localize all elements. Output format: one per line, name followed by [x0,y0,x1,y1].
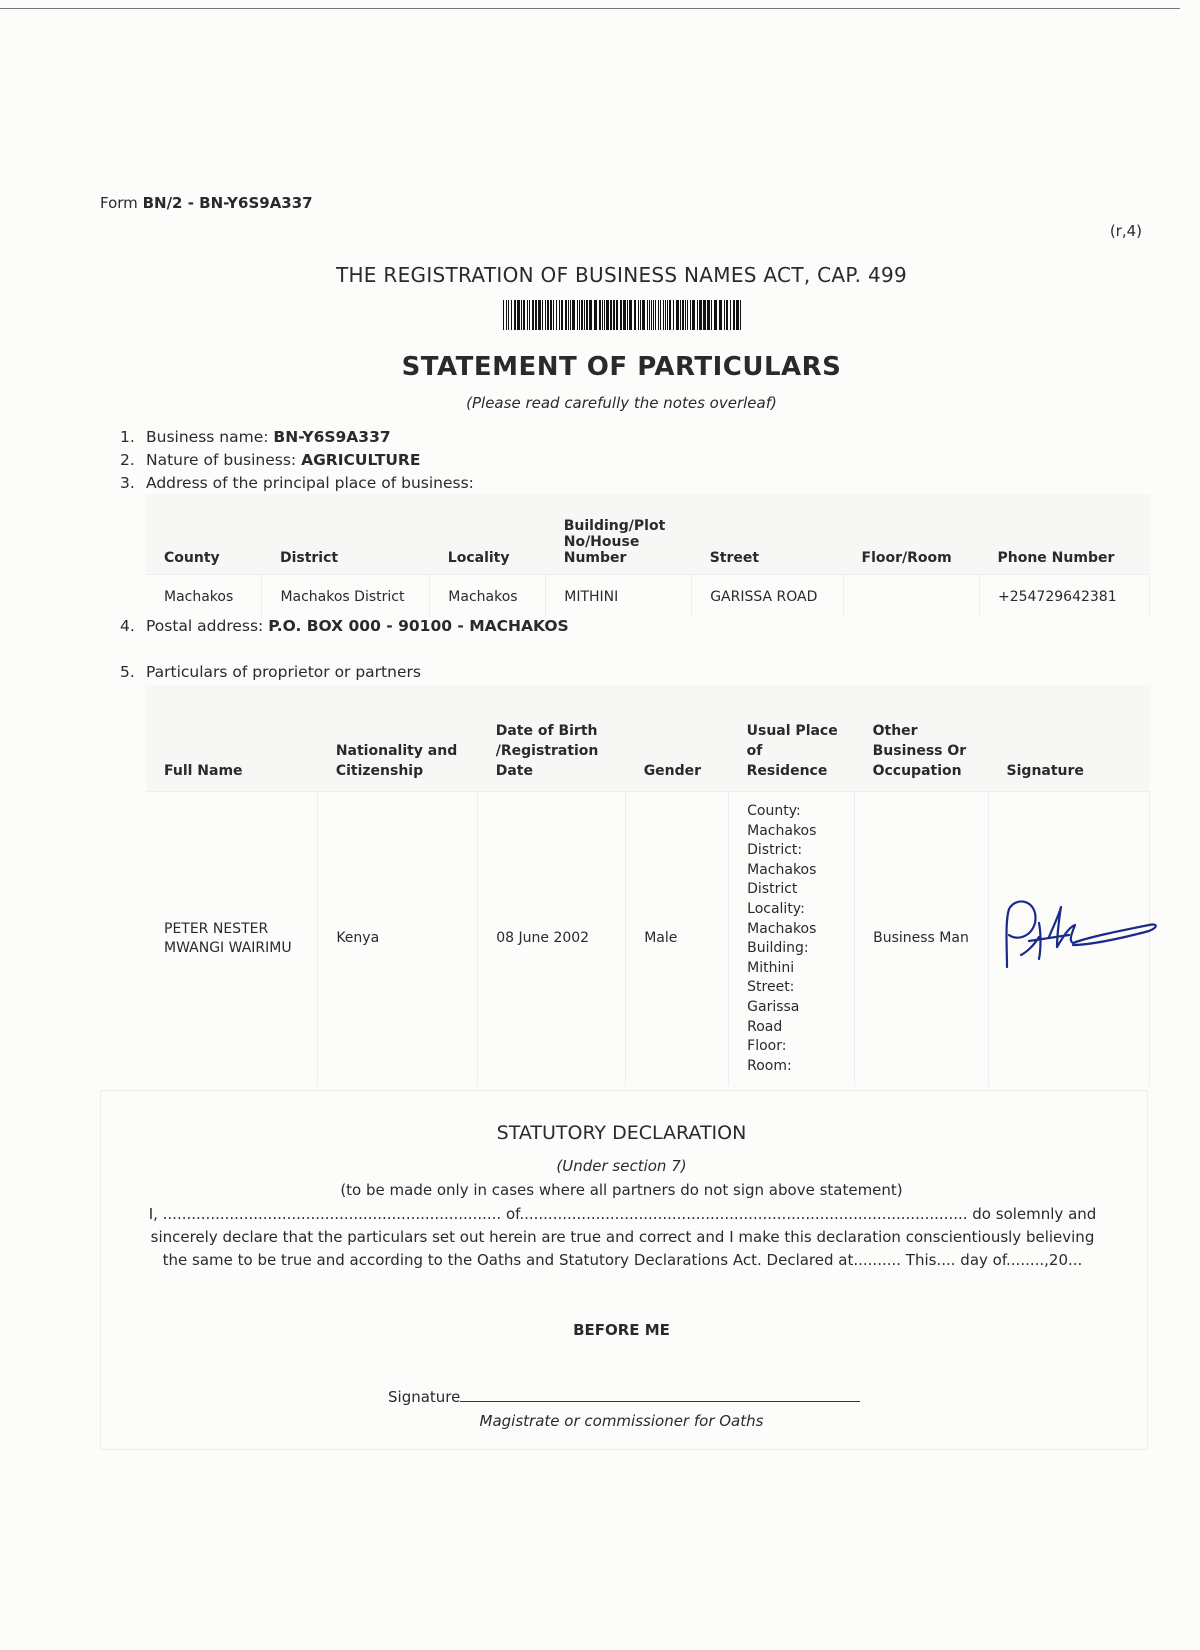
barcode-bar [565,300,567,330]
form-id: Form BN/2 - BN-Y6S9A337 [100,194,313,212]
barcode-bar [606,300,609,330]
barcode-bar [561,300,563,330]
cell-county: Machakos [146,575,262,618]
address-table [146,494,1150,617]
barcode-bar [663,300,664,330]
barcode-bar [667,300,668,330]
nature-value: AGRICULTURE [301,451,421,469]
business-name-value: BN-Y6S9A337 [273,428,391,446]
barcode-bar [707,300,710,330]
barcode-bar [550,300,552,330]
col-building: Building/Plot No/House Number [546,494,692,575]
cell-nationality: Kenya [318,792,478,1087]
barcode-bar [556,300,557,330]
barcode-bar [545,300,546,330]
signature-label: Signature [388,1388,461,1406]
declaration-line-1: I, ....................................................................... of.............................................................................................. do solemnly and [148,1205,1097,1223]
cell-locality: Machakos [430,575,546,618]
barcode-bar [699,300,702,330]
barcode-bar [589,300,592,330]
declaration-body [140,1203,1105,1272]
col-residence: Usual Place of Residence [729,685,855,792]
barcode [503,300,743,330]
barcode-bar [521,300,522,330]
col-floor: Floor/Room [844,494,980,575]
barcode-bar [610,300,612,330]
signature-blank [460,1387,860,1402]
item-particulars: 5. Particulars of proprietor or partners [120,663,421,681]
barcode-bar [660,300,661,330]
barcode-bar [511,300,512,330]
barcode-bar [581,300,583,330]
barcode-bar [594,300,597,330]
barcode-bar [690,300,691,330]
col-county: County [146,494,262,575]
before-me-label: BEFORE ME [573,1321,670,1339]
barcode-bar [647,300,648,330]
barcode-bar [719,300,722,330]
col-occupation: Other Business Or Occupation [855,685,989,792]
barcode-bar [658,300,659,330]
postal-value: P.O. BOX 000 - 90100 - MACHAKOS [268,617,569,635]
barcode-bar [711,300,712,330]
barcode-bar [542,300,543,330]
page-title: STATEMENT OF PARTICULARS [401,352,842,382]
barcode-bar [740,300,741,330]
barcode-bar [506,300,507,330]
scan-top-edge [0,8,1180,9]
barcode-bar [651,300,652,330]
handwritten-signature [999,897,1164,987]
col-street: Street [692,494,844,575]
table-row [146,792,1150,1087]
barcode-bar [602,300,603,330]
col-full-name: Full Name [146,685,318,792]
barcode-bar [514,300,516,330]
barcode-bar [523,300,525,330]
declaration-subtitle: (Under section 7) [556,1157,687,1175]
cell-floor [844,575,980,618]
partners-table [146,685,1150,1086]
item-postal: 4. Postal address: P.O. BOX 000 - 90100 - MACHAKOS [120,617,569,635]
barcode-bar [604,300,605,330]
barcode-bar [697,300,698,330]
barcode-bar [584,300,585,330]
col-dob: Date of Birth /Registration Date [478,685,626,792]
barcode-bar [559,300,560,330]
form-code: BN/2 - BN-Y6S9A337 [142,194,313,212]
cell-street: GARISSA ROAD [692,575,844,618]
notes-hint: (Please read carefully the notes overleaf) [466,394,777,412]
col-district: District [262,494,430,575]
cell-building: MITHINI [546,575,692,618]
barcode-bar [517,300,520,330]
cell-full-name: PETER NESTER MWANGI WAIRIMU [146,792,318,1087]
barcode-bar [733,300,735,330]
table-row [146,575,1150,618]
barcode-bar [685,300,686,330]
cell-residence: County: Machakos District: Machakos District Locality: Machakos Building: Mithini Street: Garissa Road Floor: Room: [729,792,855,1087]
barcode-bar [655,300,656,330]
declaration-condition: (to be made only in cases where all partners do not sign above statement) [340,1181,903,1199]
item-business-name: 1. Business name: BN-Y6S9A337 [120,428,391,446]
barcode-bar [682,300,684,330]
item-address: 3. Address of the principal place of business: [120,474,474,492]
barcode-bar [568,300,569,330]
table-header-row [146,494,1150,575]
act-title: THE REGISTRATION OF BUSINESS NAMES ACT, CAP. 499 [335,263,908,287]
barcode-bar [613,300,615,330]
barcode-bar [642,300,645,330]
barcode-bar [616,300,618,330]
cell-phone: +254729642381 [979,575,1149,618]
barcode-bar [553,300,554,330]
barcode-bar [640,300,641,330]
cell-district: Machakos District [262,575,430,618]
cell-gender: Male [626,792,729,1087]
barcode-bar [638,300,639,330]
declaration-title: STATUTORY DECLARATION [496,1122,747,1144]
barcode-bar [669,300,671,330]
barcode-bar [627,300,628,330]
barcode-bar [649,300,650,330]
col-phone: Phone Number [979,494,1149,575]
barcode-bar [673,300,674,330]
barcode-bar [577,300,578,330]
barcode-bar [532,300,534,330]
barcode-bar [503,300,504,330]
barcode-bar [736,300,739,330]
barcode-bar [653,300,654,330]
barcode-bar [726,300,728,330]
barcode-bar [586,300,588,330]
barcode-bar [620,300,622,330]
barcode-bar [599,300,601,330]
barcode-bar [687,300,688,330]
table-header-row [146,685,1150,792]
col-gender: Gender [626,685,729,792]
barcode-bar [665,300,666,330]
cell-occupation: Business Man [855,792,989,1087]
col-nationality: Nationality and Citizenship [318,685,478,792]
barcode-bar [730,300,731,330]
barcode-bar [703,300,706,330]
magistrate-caption: Magistrate or commissioner for Oaths [479,1412,764,1430]
barcode-bar [535,300,537,330]
barcode-bar [676,300,679,330]
barcode-bar [547,300,549,330]
barcode-bar [680,300,681,330]
declaration-text: sincerely declare that the particulars set out herein are true and correct and I make this declaration conscientiously believing the same to be true and according to the Oaths and Statutory Declarations Act. Declared at.......... This.... day of........,20... [150,1228,1095,1269]
barcode-bar [629,300,632,330]
barcode-bar [538,300,541,330]
barcode-bar [714,300,717,330]
barcode-bar [527,300,528,330]
barcode-bar [634,300,636,330]
barcode-bar [572,300,575,330]
barcode-bar [623,300,626,330]
barcode-bar [579,300,580,330]
barcode-bar [724,300,725,330]
barcode-bar [508,300,509,330]
barcode-bar [692,300,695,330]
barcode-bar [570,300,571,330]
col-signature: Signature [989,685,1150,792]
barcode-bar [529,300,530,330]
col-locality: Locality [430,494,546,575]
rule-reference: (r,4) [1109,222,1142,240]
item-nature: 2. Nature of business: AGRICULTURE [120,451,421,469]
signature-line [388,1387,860,1406]
cell-signature [989,792,1150,1087]
cell-dob: 08 June 2002 [478,792,626,1087]
